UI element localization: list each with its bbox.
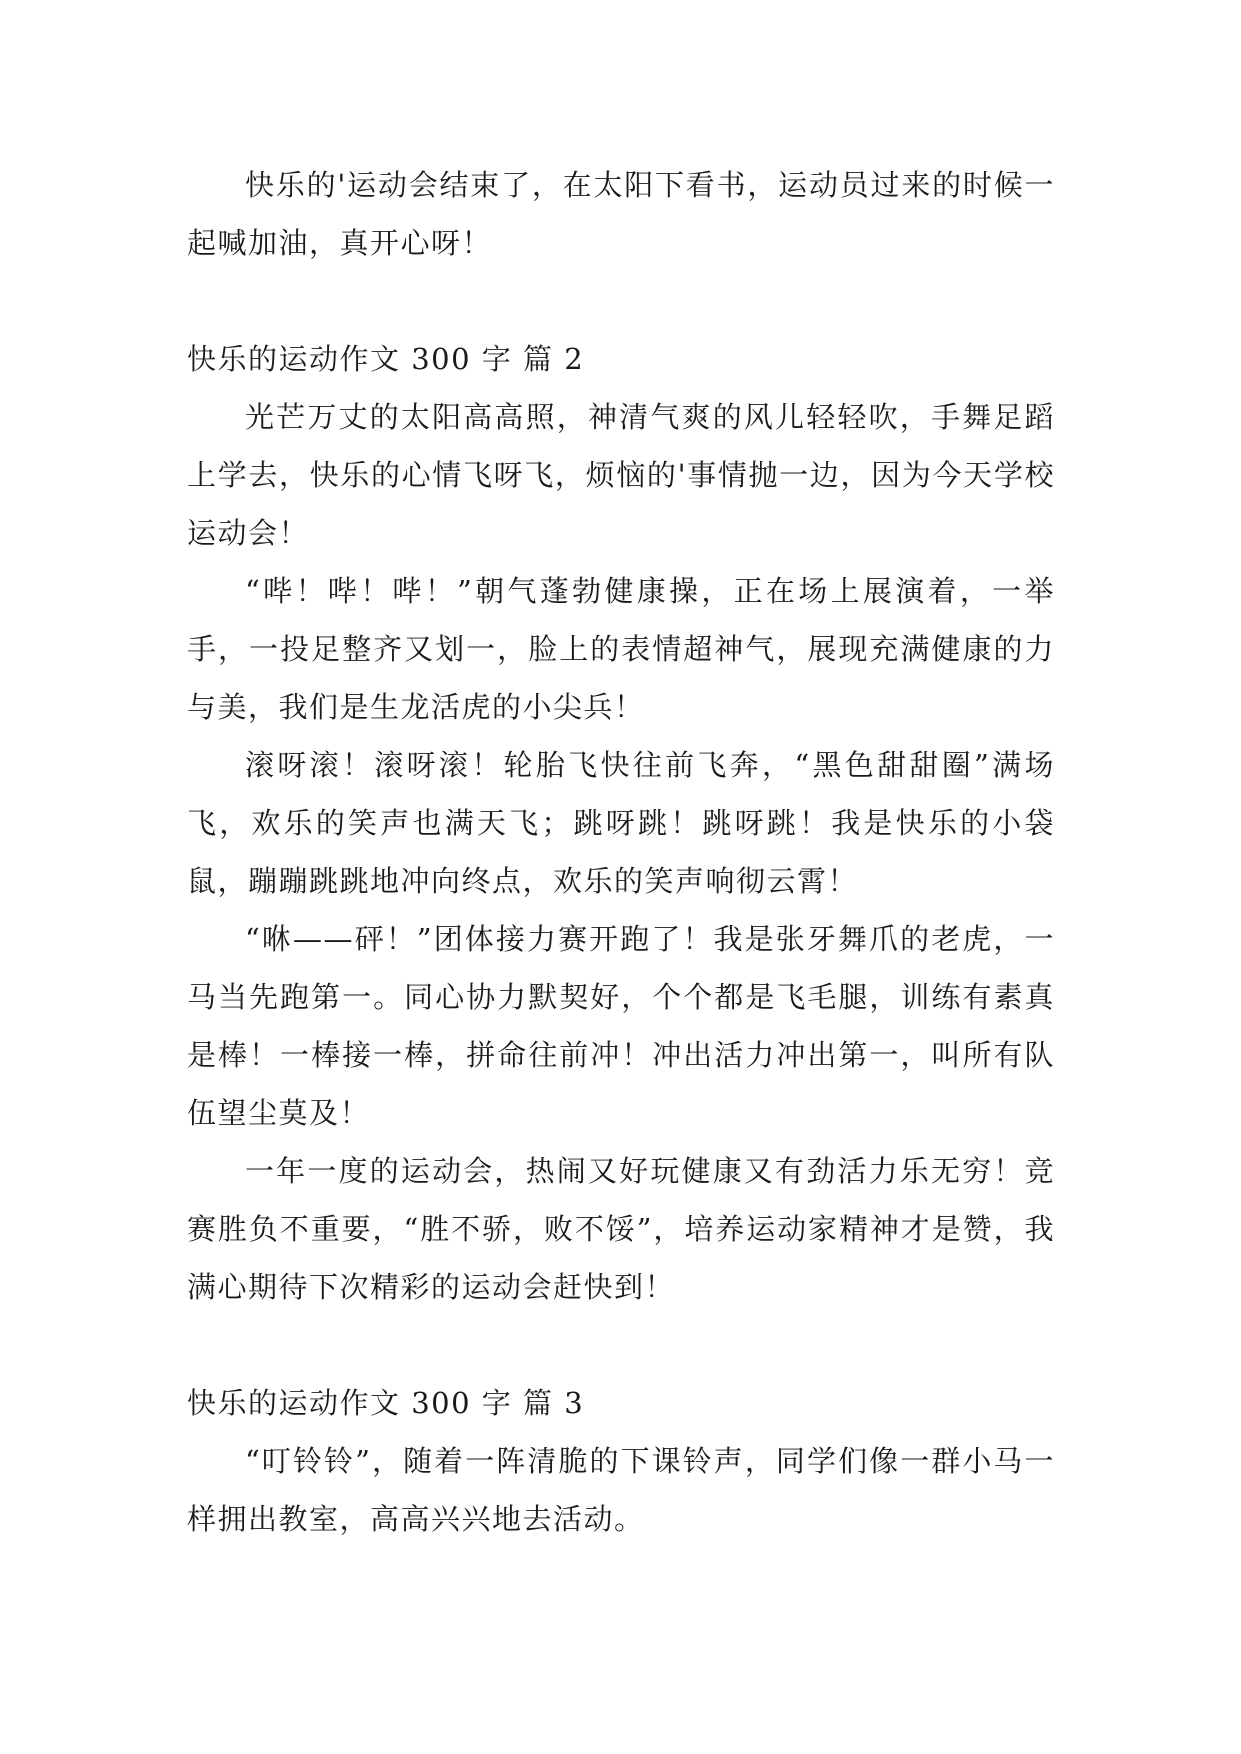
section-heading-3: 快乐的运动作文 300 字 篇 3 (187, 1386, 585, 1420)
paragraph: 滚呀滚！滚呀滚！轮胎飞快往前飞奔，“黑色甜甜圈”满场飞，欢乐的笑声也满天飞；跳呀跳！跳呀跳！我是快乐的小袋鼠，蹦蹦跳跳地冲向终点，欢乐的笑声响彻云霄！ (187, 748, 1055, 898)
section-spacer (187, 1316, 1055, 1374)
document-body (187, 156, 1055, 1548)
paragraph: 快乐的'运动会结束了，在太阳下看书，运动员过来的时候一起喊加油，真开心呀！ (187, 168, 1055, 260)
paragraph: 光芒万丈的太阳高高照，神清气爽的风儿轻轻吹，手舞足蹈上学去，快乐的心情飞呀飞，烦恼的'事情抛一边，因为今天学校运动会！ (187, 400, 1055, 550)
section-spacer (187, 272, 1055, 330)
paragraph: “叮铃铃”，随着一阵清脆的下课铃声，同学们像一群小马一样拥出教室，高高兴兴地去活动。 (187, 1444, 1055, 1536)
paragraph: 一年一度的运动会，热闹又好玩健康又有劲活力乐无穷！竞赛胜负不重要，“胜不骄，败不馁”，培养运动家精神才是赞，我满心期待下次精彩的运动会赶快到！ (187, 1154, 1055, 1304)
paragraph: “哔！哔！哔！”朝气蓬勃健康操，正在场上展演着，一举手，一投足整齐又划一，脸上的表情超神气，展现充满健康的力与美，我们是生龙活虎的小尖兵！ (187, 574, 1055, 724)
section-heading-2: 快乐的运动作文 300 字 篇 2 (187, 342, 585, 376)
paragraph: “咻——砰！”团体接力赛开跑了！我是张牙舞爪的老虎，一马当先跑第一。同心协力默契好，个个都是飞毛腿，训练有素真是棒！一棒接一棒，拼命往前冲！冲出活力冲出第一，叫所有队伍望尘莫及！ (187, 922, 1055, 1130)
